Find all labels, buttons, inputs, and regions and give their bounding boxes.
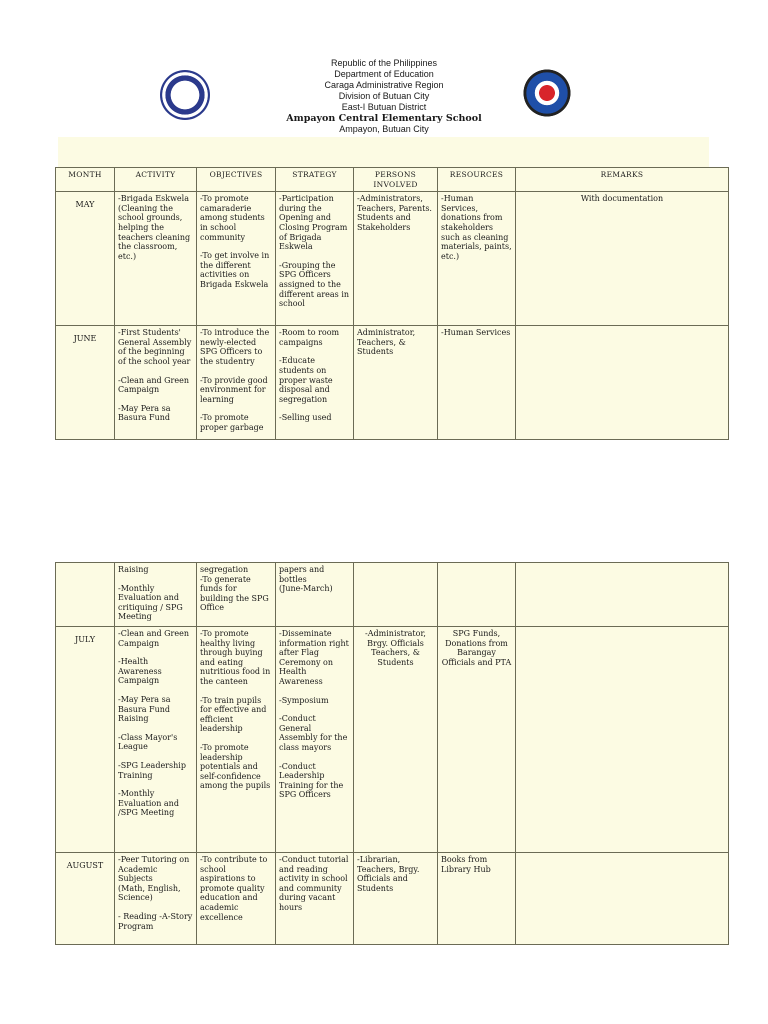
objectives-entry: -To promote camaraderie among students in school community [200, 194, 265, 242]
objectives-entry: -To train pupils for effective and efficient leadership [200, 695, 267, 734]
month-cell: MAY [56, 192, 115, 326]
persons-cell [354, 563, 438, 627]
strategy-entry: -Disseminate information right after Flag Ceremony on Health Awareness [279, 629, 349, 686]
strategy-entry: -Educate students on proper waste disposal and segregation [279, 356, 333, 404]
header-line: Republic of the Philippines [330, 58, 438, 68]
table-row [56, 192, 729, 326]
objectives-entry: -To provide good environment for learning [200, 375, 268, 404]
month-cell: JULY [56, 627, 115, 853]
persons-cell [354, 853, 438, 945]
activity-entry: Raising [118, 565, 149, 574]
objectives-entry: -To promote proper garbage [200, 413, 264, 432]
objectives-cell [197, 326, 276, 440]
strategy-entry: -Grouping the SPG Officers assigned to the different areas in school [279, 260, 350, 309]
objectives-entry: -To promote leadership potentials and self-confidence among the pupils [200, 742, 271, 791]
resources-cell [438, 853, 516, 945]
table-row [56, 563, 729, 627]
table-row [56, 627, 729, 853]
column-header: MONTH [56, 168, 115, 192]
remarks-cell [516, 853, 729, 945]
title-band [58, 137, 709, 167]
strategy-cell [276, 853, 354, 945]
activity-entry: -Clean and Green Campaign [118, 629, 190, 648]
persons-entry: -Administrators, Teachers, Parents. Students and Stakeholders [357, 194, 432, 232]
resources-cell [438, 192, 516, 326]
header-line: Caraga Administrative Region [324, 80, 444, 90]
table-header-row [56, 168, 729, 192]
remarks-cell [516, 627, 729, 853]
activity-entry: -Monthly Evaluation and /SPG Meeting [118, 789, 179, 818]
table-row [56, 326, 729, 440]
objectives-entry: -To promote healthy living through buying and eating nutritious food in the canteen [200, 629, 271, 686]
objectives-cell [197, 192, 276, 326]
persons-entry: -Administrator, Brgy. Officials Teachers, & Students [365, 629, 426, 667]
objectives-cell [197, 853, 276, 945]
column-header: RESOURCES [438, 168, 516, 192]
persons-entry: -Librarian, Teachers, Brgy. Officials and Students [357, 855, 420, 893]
school-name: Ampayon Central Elementary School [286, 113, 482, 124]
resources-entry: SPG Funds, Donations from Barangay Officials and PTA [441, 629, 512, 667]
header-line: Department of Education [334, 69, 434, 79]
remarks-cell [516, 563, 729, 627]
objectives-entry: -To contribute to school aspirations to promote quality education and academic excellence [200, 855, 268, 922]
resources-entry: -Human Services [441, 328, 511, 338]
header-line: Division of Butuan City [338, 91, 430, 101]
strategy-entry: -Conduct General Assembly for the class mayors [279, 714, 348, 752]
strategy-entry: papers and bottles (June-March) [279, 565, 333, 594]
strategy-cell [276, 627, 354, 853]
activity-cell [115, 326, 197, 440]
activity-entry: - Reading -A-Story Program [118, 911, 193, 931]
activity-entry: -Peer Tutoring on Academic Subjects (Math, English, Science) [118, 855, 190, 903]
persons-cell [354, 326, 438, 440]
activity-entry: -Health Awareness Campaign [118, 657, 162, 686]
month-cell: AUGUST [56, 853, 115, 945]
strategy-entry: -Room to room campaigns [279, 328, 340, 347]
strategy-entry: -Conduct tutorial and reading activity in school and community during vacant hours [279, 855, 349, 912]
activity-entry: -First Students' General Assembly of the beginning of the school year [118, 328, 192, 366]
table-row [56, 853, 729, 945]
strategy-entry: -Participation during the Opening and Closing Program of Brigada Eskwela [279, 194, 348, 252]
header-line: East-I Butuan District [341, 102, 427, 112]
remarks-cell: With documentation [516, 192, 729, 326]
activity-entry: -Clean and Green Campaign [118, 375, 190, 395]
activity-cell [115, 192, 197, 326]
month-cell: JUNE [56, 326, 115, 440]
strategy-cell [276, 192, 354, 326]
strategy-entry: -Selling used [279, 413, 332, 423]
month-cell [56, 563, 115, 627]
strategy-entry: -Conduct Leadership Training for the SPG Officers [279, 761, 344, 800]
activity-entry: -May Pera sa Basura Fund Raising [118, 694, 171, 724]
activity-entry: -Brigada Eskwela (Cleaning the school grounds, helping the teachers cleaning the classroom, etc.) [118, 194, 191, 261]
school-address: Ampayon, Butuan City [339, 124, 429, 134]
resources-cell [438, 563, 516, 627]
action-plan-table-page-2 [55, 562, 729, 945]
objectives-entry: -To get involve in the different activities on Brigada Eskwela [200, 251, 270, 289]
objectives-cell [197, 563, 276, 627]
strategy-cell [276, 563, 354, 627]
resources-cell [438, 326, 516, 440]
strategy-entry: -Symposium [279, 695, 329, 705]
resources-cell [438, 627, 516, 853]
objectives-entry: segregation -To generate funds for building the SPG Office [200, 565, 269, 613]
activity-cell [115, 563, 197, 627]
activity-cell [115, 853, 197, 945]
resources-entry: -Human Services, donations from stakeholders such as cleaning materials, paints, etc.) [441, 194, 512, 261]
activity-entry: -Monthly Evaluation and critiquing / SPG Meeting [118, 583, 183, 622]
column-header: STRATEGY [276, 168, 354, 192]
activity-entry: -SPG Leadership Training [118, 760, 186, 780]
column-header: OBJECTIVES [197, 168, 276, 192]
persons-cell [354, 627, 438, 853]
letterhead [0, 58, 768, 135]
objectives-entry: -To introduce the newly-elected SPG Officers to the studentry [200, 328, 270, 366]
persons-entry: Administrator, Teachers, & Students [357, 328, 416, 357]
action-plan-table-page-1 [55, 167, 729, 440]
column-header: REMARKS [516, 168, 729, 192]
activity-cell [115, 627, 197, 853]
activity-entry: -Class Mayor's League [118, 732, 178, 752]
column-header: PERSONS INVOLVED [354, 168, 438, 192]
column-header: ACTIVITY [115, 168, 197, 192]
objectives-cell [197, 627, 276, 853]
strategy-cell [276, 326, 354, 440]
resources-entry: Books from Library Hub [441, 855, 491, 874]
remarks-cell [516, 326, 729, 440]
activity-entry: -May Pera sa Basura Fund [118, 403, 171, 423]
persons-cell [354, 192, 438, 326]
